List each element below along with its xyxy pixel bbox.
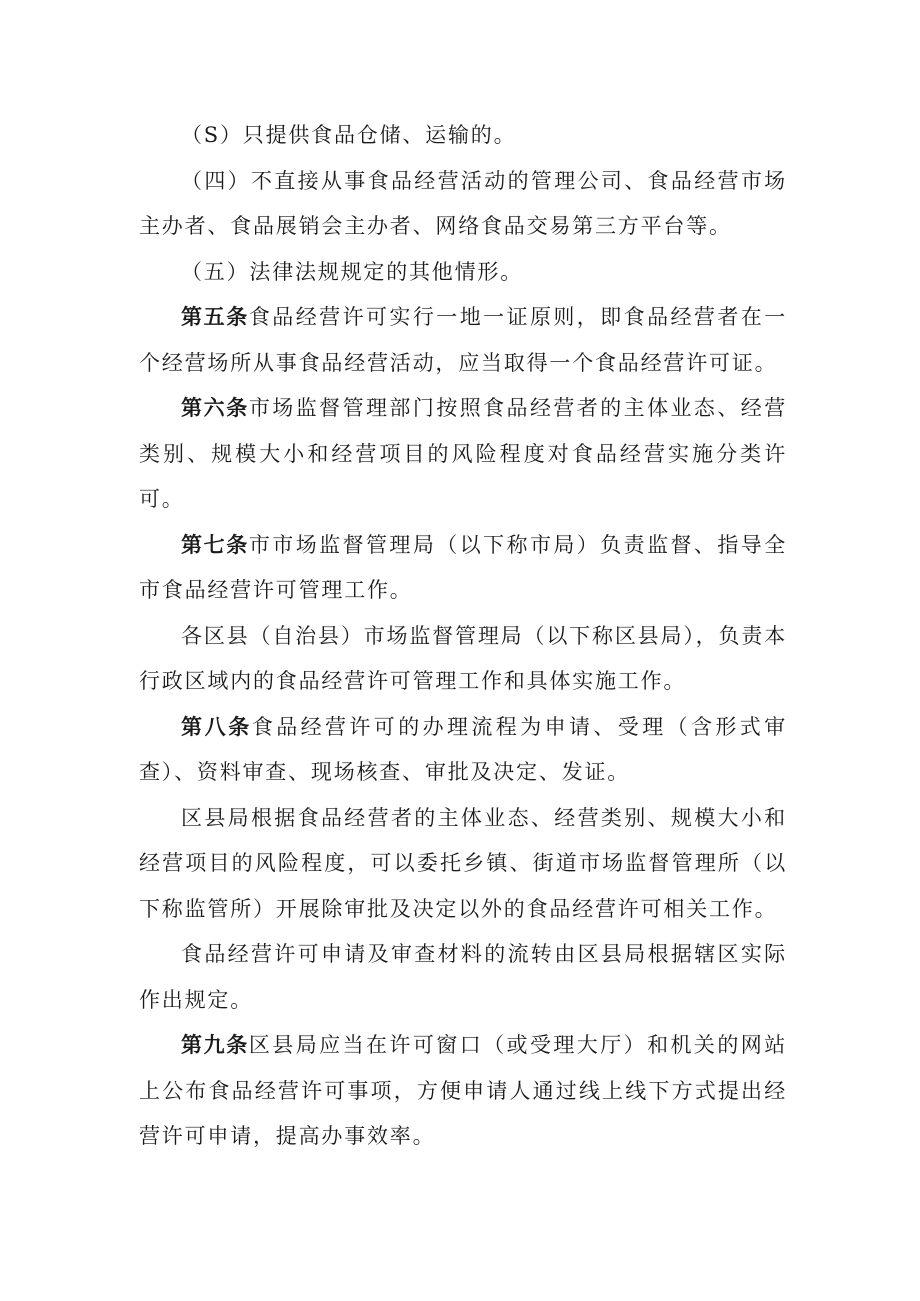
paragraph-item-5 — [139, 250, 787, 296]
paragraph-item-4 — [139, 159, 787, 250]
article-text: 食品经营许可实行一地一证原则，即食品经营者在一个经营场所从事食品经营活动，应当取得一个食品经营许可证。 — [139, 305, 787, 375]
article-6 — [139, 386, 787, 523]
article-9 — [139, 1023, 787, 1160]
paragraph-text: （S）只提供食品仓储、运输的。 — [181, 123, 517, 147]
article-heading: 第八条 — [181, 714, 252, 739]
article-text: 区县局应当在许可窗口（或受理大厅）和机关的网站上公布食品经营许可事项，方便申请人通过线上线下方式提出经营许可申请，提高办事效率。 — [139, 1033, 787, 1148]
paragraph-text: （四）不直接从事食品经营活动的管理公司、食品经营市场主办者、食品展销会主办者、网络食品交易第三方平台等。 — [139, 168, 787, 238]
article-8 — [139, 705, 787, 796]
article-heading: 第五条 — [181, 305, 249, 329]
article-text: 市场监督管理部门按照食品经营者的主体业态、经营类别、规模大小和经营项目的风险程度对食品经营实施分类许可。 — [139, 396, 787, 511]
paragraph-text: 各区县（自治县）市场监督管理局（以下称区县局），负责本行政区域内的食品经营许可管理工作和具体实施工作。 — [139, 623, 787, 693]
paragraph-item-3 — [139, 113, 787, 159]
document-page — [139, 113, 787, 1160]
paragraph-text: 食品经营许可申请及审查材料的流转由区县局根据辖区实际作出规定。 — [139, 942, 787, 1012]
article-7-paragraph-2 — [139, 614, 787, 705]
article-heading: 第七条 — [181, 532, 249, 557]
article-text: 市市场监督管理局（以下称市局）负责监督、指导全市食品经营许可管理工作。 — [139, 532, 787, 602]
paragraph-text: 区县局根据食品经营者的主体业态、经营类别、规模大小和经营项目的风险程度，可以委托乡镇、街道市场监督管理所（以下称监管所）开展除审批及决定以外的食品经营许可相关工作。 — [139, 805, 787, 921]
article-8-paragraph-2 — [139, 796, 787, 933]
article-text: 食品经营许可的办理流程为申请、受理（含形式审查）、资料审查、现场核查、审批及决定、发证。 — [139, 714, 788, 784]
paragraph-text: （五）法律法规规定的其他情形。 — [181, 259, 523, 284]
article-heading: 第九条 — [181, 1033, 249, 1057]
article-heading: 第六条 — [181, 396, 249, 420]
article-7 — [139, 523, 787, 614]
article-8-paragraph-3 — [139, 932, 787, 1023]
article-5 — [139, 295, 787, 386]
